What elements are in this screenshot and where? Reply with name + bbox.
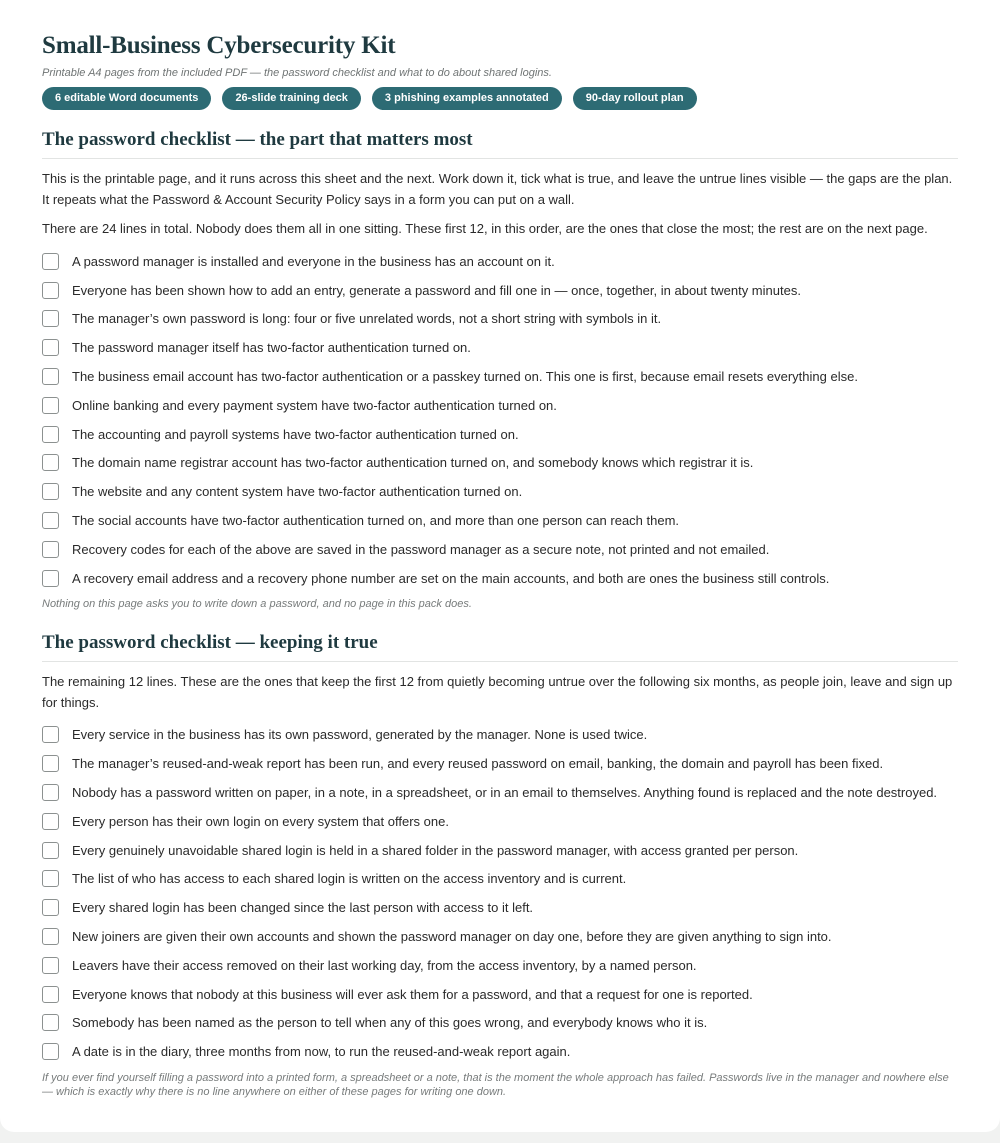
checklist-item <box>42 305 958 334</box>
checklist-item <box>42 807 958 836</box>
checklist-item-label: Every shared login has been changed since the last person with access to it left. <box>72 900 534 916</box>
checklist-item <box>42 477 958 506</box>
checklist-item-label: Somebody has been named as the person to tell when any of this goes wrong, and everybody knows who it is. <box>72 1015 708 1031</box>
checkbox[interactable] <box>42 339 59 356</box>
checklist-item-label: Every service in the business has its own password, generated by the manager. None is used twice. <box>72 727 648 743</box>
checklist-item-label: The manager’s own password is long: four or five unrelated words, not a short string with symbols in it. <box>72 311 662 327</box>
checklist-item-label: The accounting and payroll systems have two-factor authentication turned on. <box>72 426 519 442</box>
checklist-item <box>42 247 958 276</box>
checklist-item <box>42 980 958 1009</box>
checklist-item <box>42 506 958 535</box>
checklist-item-label: Recovery codes for each of the above are saved in the password manager as a secure note, not printed and not emailed. <box>72 541 770 557</box>
checklist-item <box>42 391 958 420</box>
checklist-item <box>42 564 958 593</box>
section-intro-paragraph: The remaining 12 lines. These are the ones that keep the first 12 from quietly becoming untrue over the following six months, as people join, leave and sign up for things. <box>42 673 953 710</box>
checkbox[interactable] <box>42 253 59 270</box>
tag-phishing-examples: 3 phishing examples annotated <box>372 87 562 110</box>
section-intro-paragraph: This is the printable page, and it runs across this sheet and the next. Work down it, tick what is true, and leave the untrue lines visible — the gaps are the plan. It repeats what the Password & Account Security Policy says in a form you can put on a wall. <box>42 171 953 207</box>
checklist-item <box>42 535 958 564</box>
checkbox[interactable] <box>42 426 59 443</box>
checkbox[interactable] <box>42 541 59 558</box>
checklist-item-label: A recovery email address and a recovery phone number are set on the main accounts, and both are ones the business still controls. <box>72 570 830 586</box>
checklist-item <box>42 721 958 750</box>
checklist-item-label: A date is in the diary, three months from now, to run the reused-and-weak report again. <box>72 1044 571 1060</box>
checklist-item <box>42 1009 958 1038</box>
checklist-item <box>42 893 958 922</box>
checklist-item-label: Every genuinely unavoidable shared login is held in a shared folder in the password manager, with access granted per person. <box>72 842 799 858</box>
checkbox[interactable] <box>42 784 59 801</box>
checkbox[interactable] <box>42 310 59 327</box>
checklist-item-label: The domain name registrar account has two-factor authentication turned on, and somebody knows which registrar it is. <box>72 455 754 471</box>
page-title: Small-Business Cybersecurity Kit <box>42 32 396 59</box>
checklist-item-label: Nobody has a password written on paper, in a note, in a spreadsheet, or in an email to themselves. Anything found is replaced and the note destroyed. <box>72 785 938 801</box>
checklist-item <box>42 922 958 951</box>
tag-training-deck: 26-slide training deck <box>222 87 360 110</box>
checklist-item <box>42 449 958 478</box>
section-footnote: Nothing on this page asks you to write down a password, and no page in this pack does. <box>42 597 472 610</box>
checklist-item-label: Everyone has been shown how to add an entry, generate a password and fill one in — once, together, in about twenty minutes. <box>72 282 801 298</box>
section-heading-most-important: The password checklist — the part that matters most <box>42 128 958 159</box>
checkbox[interactable] <box>42 986 59 1003</box>
checklist-item <box>42 778 958 807</box>
checklist-remaining-twelve <box>42 721 958 1067</box>
checkbox[interactable] <box>42 813 59 830</box>
checklist-item <box>42 333 958 362</box>
checkbox[interactable] <box>42 1014 59 1031</box>
checkbox[interactable] <box>42 842 59 859</box>
checkbox[interactable] <box>42 928 59 945</box>
checkbox[interactable] <box>42 957 59 974</box>
checklist-item-label: The website and any content system have two-factor authentication turned on. <box>72 484 523 500</box>
checklist-item <box>42 1037 958 1066</box>
section-heading-keeping-true: The password checklist — keeping it true <box>42 631 958 662</box>
tag-rollout-plan: 90-day rollout plan <box>573 87 697 110</box>
checklist-item <box>42 836 958 865</box>
checklist-item-label: The business email account has two-factor authentication or a passkey turned on. This one is first, because email resets everything else. <box>72 369 858 385</box>
checklist-item <box>42 865 958 894</box>
checklist-item <box>42 420 958 449</box>
checkbox[interactable] <box>42 282 59 299</box>
checklist-item-label: Online banking and every payment system have two-factor authentication turned on. <box>72 397 557 413</box>
checklist-item-label: Leavers have their access removed on their last working day, from the access inventory, by a named person. <box>72 957 697 973</box>
section-intro-paragraph: There are 24 lines in total. Nobody does them all in one sitting. These first 12, in this order, are the ones that close the most; the rest are on the next page. <box>42 221 928 236</box>
tag-word-documents: 6 editable Word documents <box>42 87 211 110</box>
checkbox[interactable] <box>42 870 59 887</box>
checkbox[interactable] <box>42 454 59 471</box>
checklist-first-twelve <box>42 247 958 593</box>
checklist-item <box>42 362 958 391</box>
checklist-item-label: The social accounts have two-factor authentication turned on, and more than one person can reach them. <box>72 513 680 529</box>
checklist-item-label: The list of who has access to each shared login is written on the access inventory and is current. <box>72 871 627 887</box>
checkbox[interactable] <box>42 397 59 414</box>
checklist-item-label: A password manager is installed and everyone in the business has an account on it. <box>72 253 555 269</box>
checklist-item-label: The password manager itself has two-factor authentication turned on. <box>72 340 471 356</box>
checklist-item <box>42 749 958 778</box>
checkbox[interactable] <box>42 726 59 743</box>
checkbox[interactable] <box>42 483 59 500</box>
checkbox[interactable] <box>42 899 59 916</box>
checkbox[interactable] <box>42 1043 59 1060</box>
checklist-item-label: New joiners are given their own accounts and shown the password manager on day one, before they are given anything to sign into. <box>72 929 832 945</box>
checklist-item <box>42 951 958 980</box>
section-footnote: If you ever find yourself filling a password into a printed form, a spreadsheet or a note, that is the moment the whole approach has failed. Passwords live in the manager and nowhere else — which is exactly why there is no line anywhere on either of these pages for writing one down. <box>42 1072 949 1099</box>
checklist-item-label: Everyone knows that nobody at this business will ever ask them for a password, and that a request for one is reported. <box>72 986 753 1002</box>
checkbox[interactable] <box>42 755 59 772</box>
checkbox[interactable] <box>42 570 59 587</box>
page-subtitle: Printable A4 pages from the included PDF — the password checklist and what to do about shared logins. <box>42 67 552 79</box>
checklist-item-label: The manager’s reused-and-weak report has been run, and every reused password on email, banking, the domain and payroll has been fixed. <box>72 756 884 772</box>
checkbox[interactable] <box>42 512 59 529</box>
checkbox[interactable] <box>42 368 59 385</box>
checklist-item <box>42 276 958 305</box>
checklist-item-label: Every person has their own login on every system that offers one. <box>72 813 449 829</box>
feature-tags <box>42 87 958 110</box>
